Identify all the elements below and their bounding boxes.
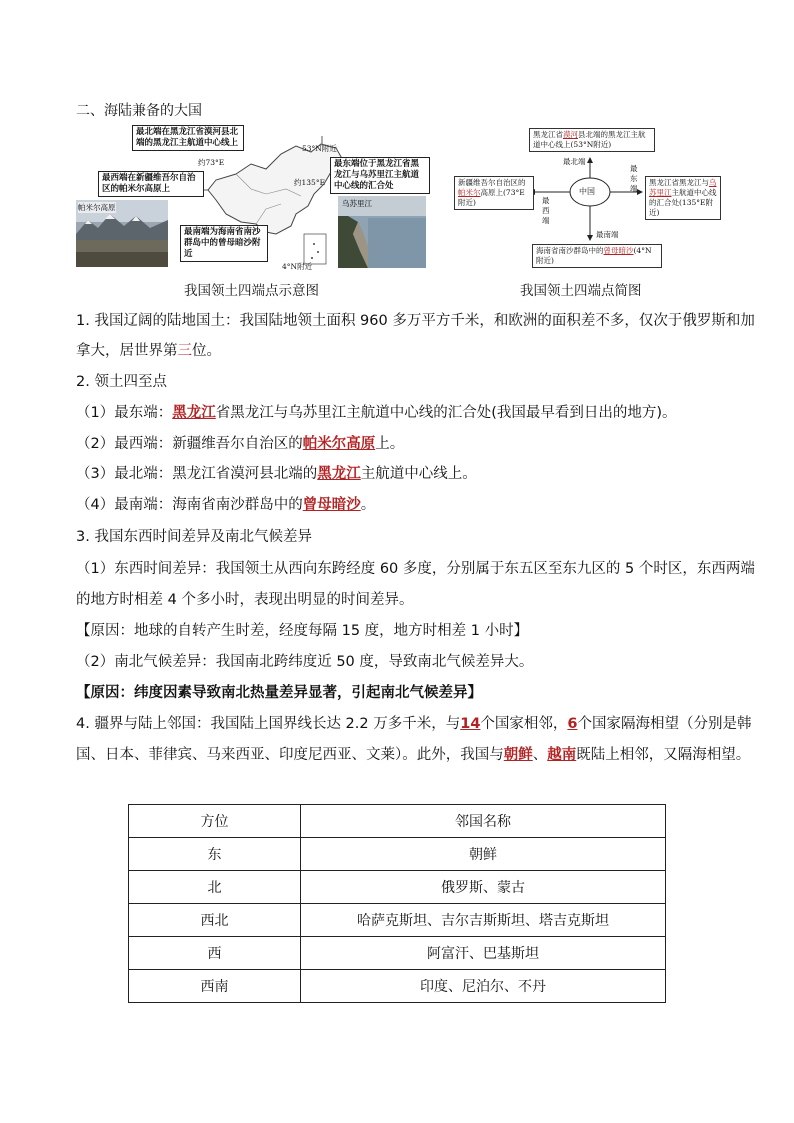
p1-answer: 三 [177,343,192,359]
p4-sep: 、 [532,747,548,763]
p2-east-answer: 黑龙江 [172,405,216,421]
row-direction: 东 [129,838,301,871]
p2-east-post: 省黑龙江与乌苏里江主航道中心线的汇合处(我国最早看到日出的地方)。 [215,405,677,421]
west-answer: 帕米尔 [458,188,481,197]
p1-line1: 1. 我国辽阔的陆地国土：我国陆地领土面积 960 多万平方千米，和欧洲的面积差不多，仅次于俄罗斯和加 [76,313,755,329]
p2-north-pre: （3）最北端：黑龙江省漠河县北端的 [76,466,318,482]
north-pre: 黑龙江省 [533,130,563,139]
row-direction: 北 [129,871,301,904]
p4-answer-korea: 朝鲜 [503,747,533,763]
wusuli-photo-label: 乌苏里江 [342,199,372,208]
pamir-plateau-photo [76,200,168,267]
p2-east-pre: （1）最东端： [76,405,173,421]
label-135e: 约135°E [294,178,326,187]
p2-south-answer: 曾母暗沙 [302,497,361,513]
p2-south-pre: （4）最南端：海南省南沙群岛中的 [76,497,303,513]
p3-reason1: 【原因：地球的自转产生时差，经度每隔 15 度，地方时相差 1 小时】 [76,623,529,639]
label-west-end: 最西端 [542,196,550,225]
p4-answer-14: 14 [460,716,481,732]
p3-1-line2: 的地方时相差 4 个多小时，表现出明显的时间差异。 [76,592,414,608]
endpoint-diagram-figure [450,124,722,274]
p4-line2 [76,745,750,765]
p1-line2 [76,341,221,361]
p4-line2-post: 既陆上相邻，又隔海相望。 [576,747,751,763]
north-end-box [529,128,655,152]
row-neighbors: 朝鲜 [301,838,666,871]
south-answer: 曾母暗沙 [603,246,634,255]
p2-south [76,495,375,515]
south-pre: 海南省南沙群岛中的 [536,246,604,255]
table-row [129,970,666,1003]
label-4n: 4°N附近 [282,262,313,271]
p2-north-answer: 黑龙江 [317,466,361,482]
p2-south-post: 。 [360,497,376,513]
north-post: 县北端的黑龙江主航道中心线上(53°N附近) [533,130,646,149]
p3-reason2: 【原因：纬度因素导致南北热量差异显著，引起南北气候差异】 [76,685,482,701]
south-end-box [532,244,662,268]
wusuli-river-photo [338,196,426,268]
header-neighbors: 邻国名称 [301,805,666,838]
south-endpoint-box: 最南端为海南省南沙群岛中的曾母暗沙附近 [180,225,268,262]
figure1-caption: 我国领土四端点示意图 [184,283,319,299]
north-endpoint-box: 最北端在黑龙江省漠河县北端的黑龙江主航道中心线上 [132,125,244,151]
center-label: 中国 [579,187,595,196]
row-neighbors: 印度、尼泊尔、不丹 [301,970,666,1003]
east-end-box [645,176,721,220]
label-north-end: 最北端 [563,157,586,166]
p2-west-pre: （2）最西端：新疆维吾尔自治区的 [76,436,303,452]
p4-line2-pre: 国、日本、菲律宾、马来西亚、印度尼西亚、文莱）。此外，我国与 [76,747,504,763]
header-direction: 方位 [129,805,301,838]
south-post: (4°N附近) [536,246,652,265]
p2-north-post: 主航道中心线上。 [360,466,477,482]
p2-title: 2. 领土四至点 [76,374,167,390]
row-neighbors: 俄罗斯、蒙古 [301,871,666,904]
endpoint-map-figure [76,124,426,269]
p2-west [76,434,404,454]
west-post: 高原上(73°E附近) [458,188,525,207]
label-south-end: 最南端 [596,230,619,239]
east-pre: 黑龙江省黑龙江与 [649,178,709,187]
east-post: 主航道中心线的汇合处(135°E附近) [649,188,717,217]
label-east-end: 最东端 [630,164,638,193]
east-answer: 乌苏里江 [649,178,717,197]
p2-north [76,464,477,484]
p1-line2-pre: 拿大，居世界第 [76,343,178,359]
neighbor-table [128,804,666,1003]
table-row [129,937,666,970]
p2-west-answer: 帕米尔高原 [302,436,376,452]
west-endpoint-box: 最西端在新疆维吾尔自治区的帕米尔高原上 [98,171,204,197]
p2-west-post: 上。 [375,436,405,452]
east-endpoint-box: 最东端位于黑龙江省黑龙江与乌苏里江主航道中心线的汇合处 [330,157,430,194]
table-row [129,838,666,871]
west-pre: 新疆维吾尔自治区的 [458,178,526,187]
p3-1-line1: （1）东西时间差异：我国领土从西向东跨经度 60 多度，分别属于东五区至东九区的 5 个时区，东西两端 [76,561,755,577]
label-53n: 53°N附近 [302,144,337,153]
label-73e: 约73°E [198,158,225,167]
p4-answer-6: 6 [567,716,578,732]
west-end-box [454,176,534,210]
p4-line1 [76,714,752,734]
north-answer: 漠河 [563,130,578,139]
table-row [129,871,666,904]
row-neighbors: 阿富汗、巴基斯坦 [301,937,666,970]
p1-line2-post: 位。 [192,343,221,359]
p4-answer-vietnam: 越南 [547,747,577,763]
row-direction: 西 [129,937,301,970]
p2-east [76,403,677,423]
row-direction: 西北 [129,904,301,937]
table-header-row [129,805,666,838]
figure2-caption: 我国领土四端点简图 [520,283,642,299]
p3-2: （2）南北气候差异：我国南北跨纬度近 50 度，导致南北气候差异大。 [76,654,534,670]
p4-pre: 4. 疆界与陆上邻国：我国陆上国界线长达 2.2 万多千米，与 [76,716,461,732]
table-row [129,904,666,937]
section-title: 二、海陆兼备的大国 [76,103,202,119]
row-neighbors: 哈萨克斯坦、吉尔吉斯斯坦、塔吉克斯坦 [301,904,666,937]
p4-mid: 个国家相邻， [480,716,568,732]
p4-post: 个国家隔海相望（分别是韩 [577,716,752,732]
pamir-photo-label: 帕米尔高原 [78,203,116,212]
p3-title: 3. 我国东西时间差异及南北气候差异 [76,529,312,545]
row-direction: 西南 [129,970,301,1003]
